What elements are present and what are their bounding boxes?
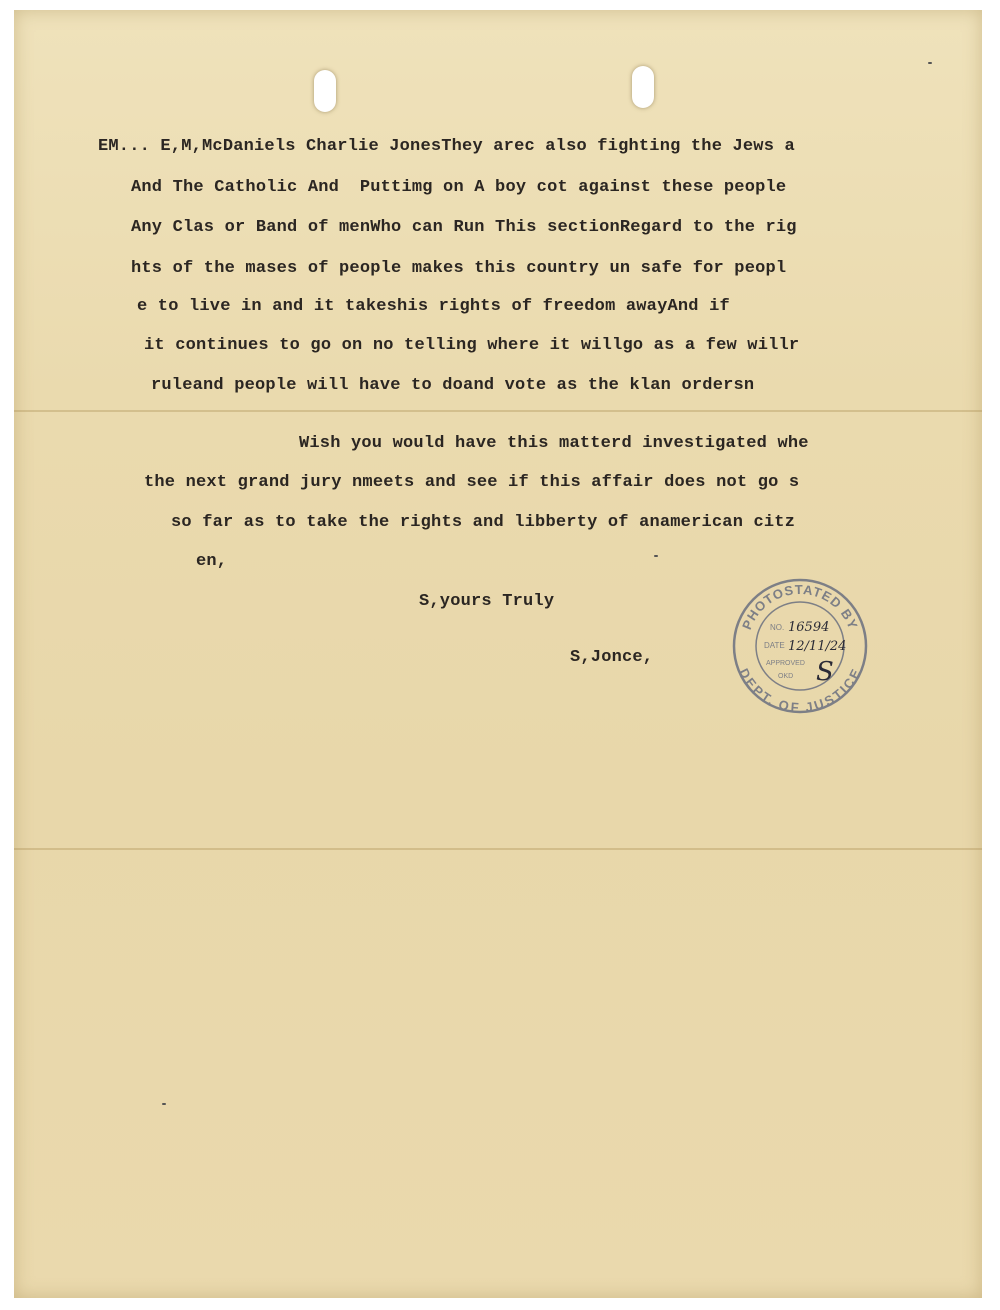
body-line: it continues to go on no telling where it willgo as a few willr	[144, 336, 800, 355]
stamp-date-value: 12/11/24	[788, 639, 847, 654]
body-line: ruleand people will have to doand vote as the klan ordersn	[151, 376, 755, 395]
paragraph-line: Wish you would have this matterd investigated whe	[299, 434, 809, 453]
ink-speck	[928, 62, 932, 64]
paragraph-line: the next grand jury nmeets and see if this affair does not go s	[144, 473, 800, 492]
stamp-date-label: DATE	[764, 641, 785, 650]
body-line: hts of the mases of people makes this country un safe for peopl	[131, 259, 787, 278]
body-line: e to live in and it takeshis rights of freedom awayAnd if	[137, 297, 730, 316]
stamp-okd-label: OKD	[778, 673, 794, 680]
paper-fold	[14, 848, 982, 850]
ink-speck	[162, 1103, 166, 1105]
signature: S,Jonce,	[570, 648, 654, 667]
paragraph-line: en,	[196, 552, 228, 571]
punch-hole	[632, 66, 654, 108]
body-line: And The Catholic And Puttimg on A boy cot against these people	[131, 178, 787, 197]
stamp-approved-label: APPROVED	[766, 660, 805, 667]
stamp-no-value: 16594	[788, 620, 830, 635]
stamp-no-label: NO.	[770, 623, 785, 632]
stamp-bottom-text: DEPT. OF JUSTICE	[736, 665, 864, 715]
body-line: EM... E,M,McDaniels Charlie JonesThey arec also fighting the Jews a	[98, 137, 795, 156]
body-line: Any Clas or Band of menWho can Run This sectionRegard to the rig	[131, 218, 797, 237]
photostat-stamp	[730, 576, 870, 716]
letter-page	[14, 10, 982, 1298]
closing: S,yours Truly	[419, 592, 555, 611]
stamp-top-text: PHOTOSTATED BY	[739, 581, 861, 632]
punch-hole	[314, 70, 336, 112]
ink-speck	[654, 555, 658, 557]
stamp-initials: S	[816, 657, 834, 687]
paragraph-line: so far as to take the rights and libberty of anamerican citz	[171, 513, 796, 532]
paper-fold	[14, 410, 982, 412]
